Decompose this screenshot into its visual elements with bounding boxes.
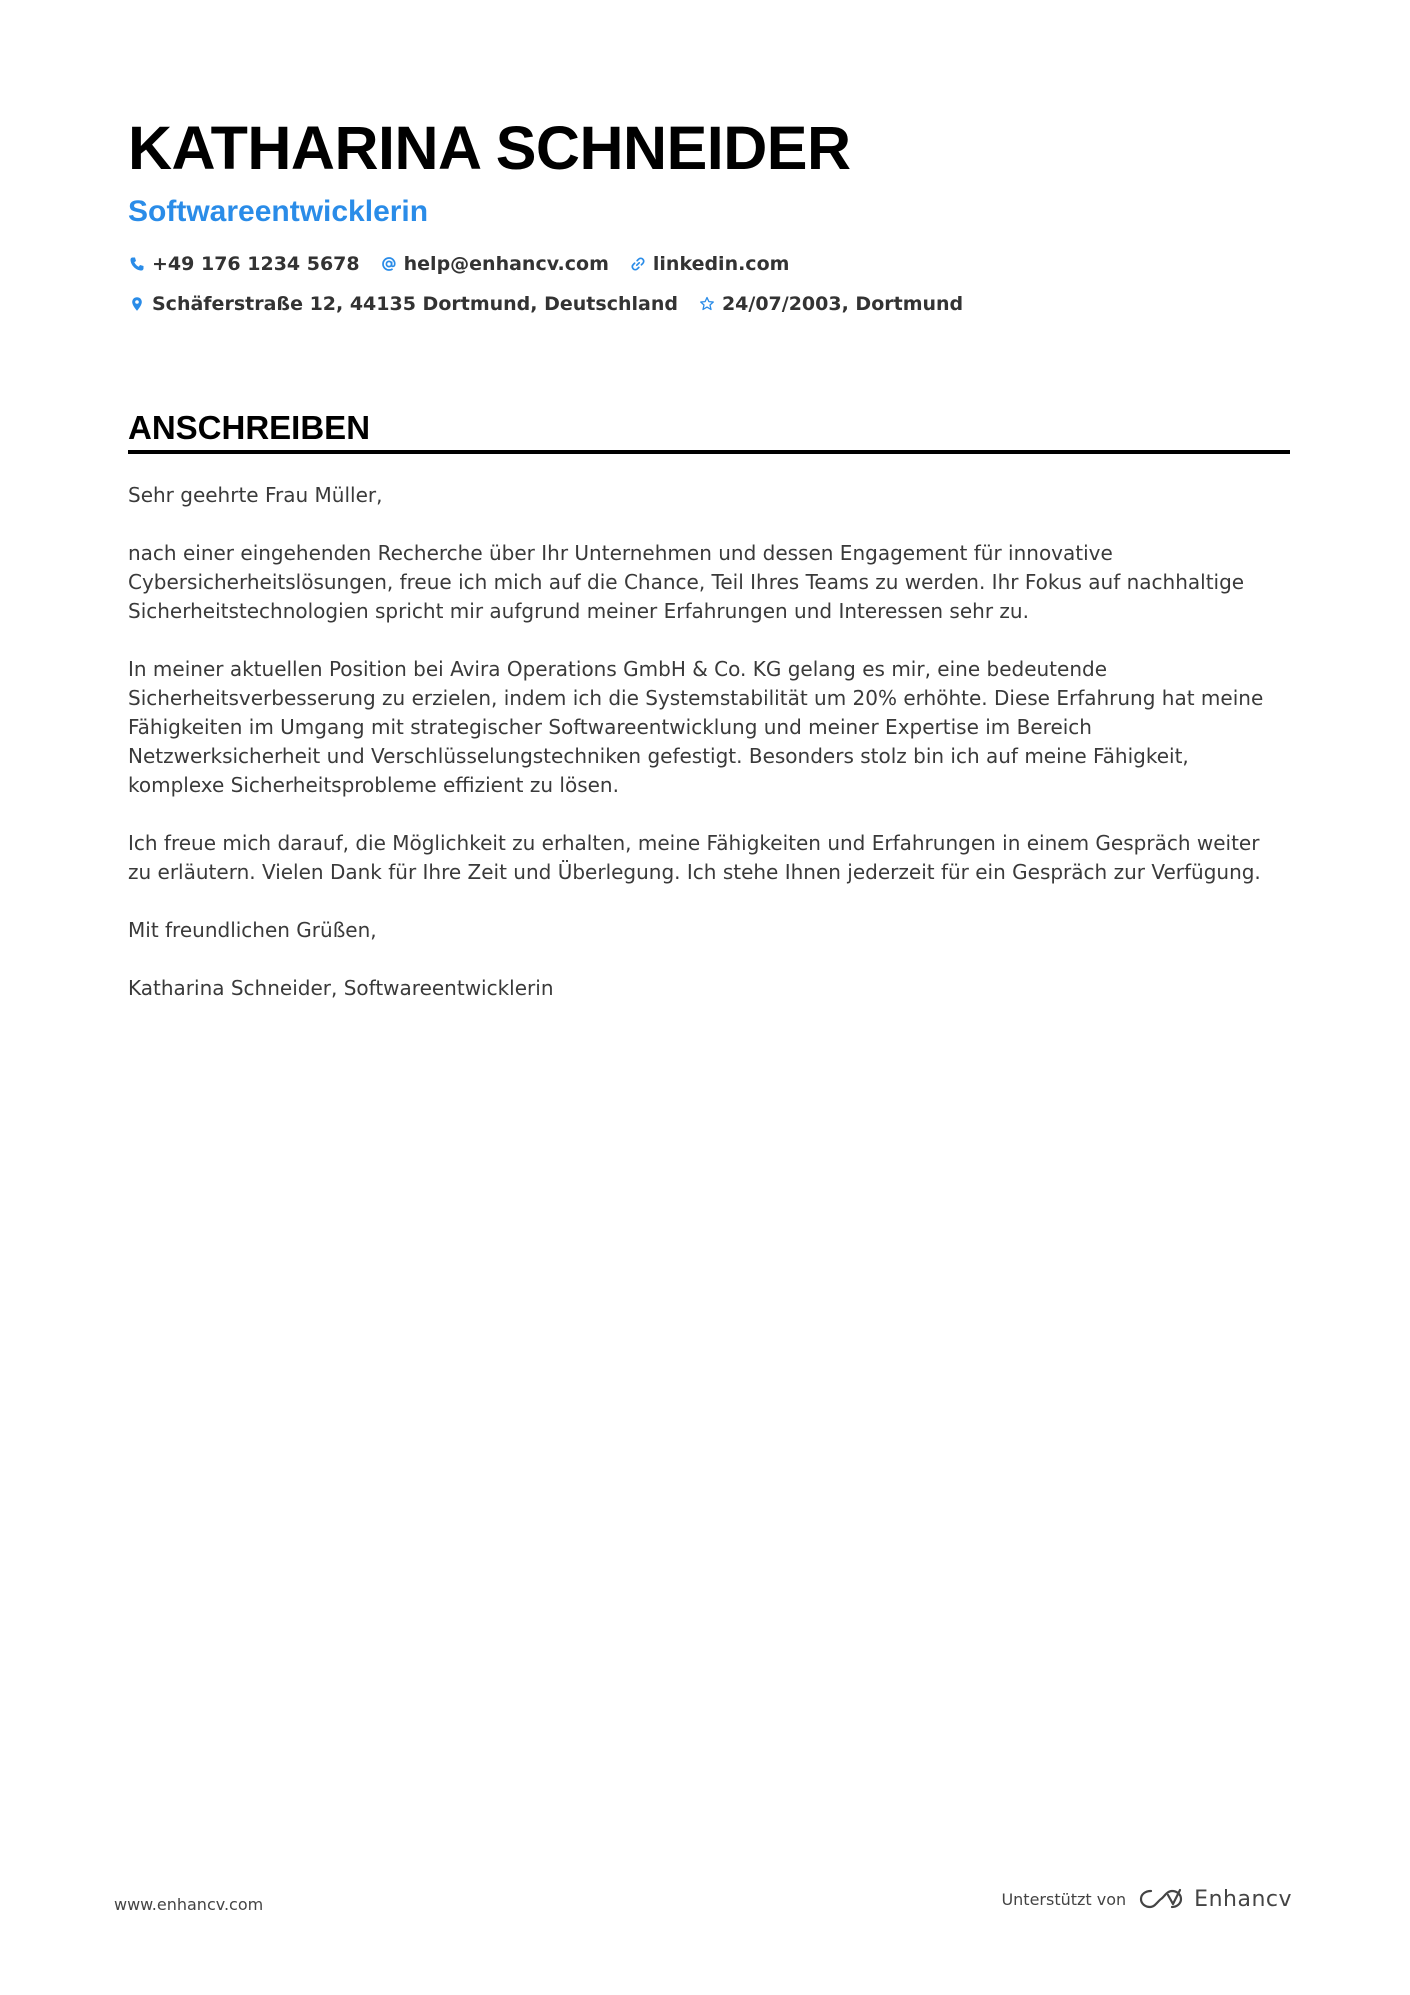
powered-by-label: Unterstützt von bbox=[1001, 1889, 1127, 1909]
letter-signature: Katharina Schneider, Softwareentwicklerin bbox=[128, 976, 554, 1000]
job-title: Softwareentwicklerin bbox=[128, 195, 429, 228]
letter-paragraph-2: In meiner aktuellen Position bei Avira Operations GmbH & Co. KG gelang es mir, eine bedeutende Sicherheitsverbesserung zu erzielen, indem ich die Systemstabilität um 20% erhöhte. Diese Erfahrung hat meine Fähigkeiten im Umgang mit strategischer Softwareentwicklung und meiner Expertise im Bereich Netzwerksicherheit und Verschlüsselungstechniken gefestigt. Besonders stolz bin ich auf meine Fähigkeit, komplexe Sicherheitsprobleme effizient zu lösen. bbox=[128, 657, 1264, 797]
contact-birth bbox=[698, 286, 963, 322]
contact-linkedin-text: linkedin.com bbox=[652, 253, 790, 275]
letter-salutation: Sehr geehrte Frau Müller, bbox=[128, 483, 383, 507]
section-header bbox=[128, 407, 1290, 454]
footer-powered-by[interactable] bbox=[1001, 1886, 1292, 1912]
letter-paragraph-3: Ich freue mich darauf, die Möglichkeit zu erhalten, meine Fähigkeiten und Erfahrungen in einem Gespräch weiter zu erläutern. Vielen Dank für Ihre Zeit und Überlegung. Ich stehe Ihnen jederzeit für ein Gespräch zur Verfügung. bbox=[128, 831, 1261, 884]
resume-header bbox=[128, 110, 1290, 322]
contact-linkedin[interactable] bbox=[629, 246, 790, 282]
contact-email[interactable] bbox=[380, 246, 609, 282]
contact-phone[interactable] bbox=[128, 246, 360, 282]
contact-email-text: help@enhancv.com bbox=[403, 253, 609, 275]
location-pin-icon bbox=[128, 295, 146, 313]
contact-birth-text: 24/07/2003, Dortmund bbox=[721, 293, 964, 315]
contact-list bbox=[128, 246, 1278, 322]
star-icon bbox=[698, 295, 716, 313]
section-title: ANSCHREIBEN bbox=[128, 409, 371, 446]
contact-phone-text: +49 176 1234 5678 bbox=[152, 253, 360, 275]
contact-address-text: Schäferstraße 12, 44135 Dortmund, Deutschland bbox=[152, 293, 678, 315]
letter-paragraph-1: nach einer eingehenden Recherche über Ihr Unternehmen und dessen Engagement für innovative Cybersicherheitslösungen, freue ich mich auf die Chance, Teil Ihres Teams zu werden. Ihr Fokus auf nachhaltige Sicherheitstechnologien spricht mir aufgrund meiner Erfahrungen und Interessen sehr zu. bbox=[128, 541, 1245, 623]
letter-body bbox=[128, 481, 1288, 1032]
enhancv-logo-icon bbox=[1138, 1886, 1184, 1912]
footer-website[interactable]: www.enhancv.com bbox=[114, 1895, 264, 1914]
contact-address bbox=[128, 286, 678, 322]
link-icon bbox=[629, 255, 647, 273]
at-icon bbox=[380, 255, 398, 273]
phone-icon bbox=[128, 255, 146, 273]
candidate-name: KATHARINA SCHNEIDER bbox=[128, 114, 851, 182]
letter-closing: Mit freundlichen Grüßen, bbox=[128, 918, 377, 942]
enhancv-brand-text: Enhancv bbox=[1194, 1886, 1292, 1912]
